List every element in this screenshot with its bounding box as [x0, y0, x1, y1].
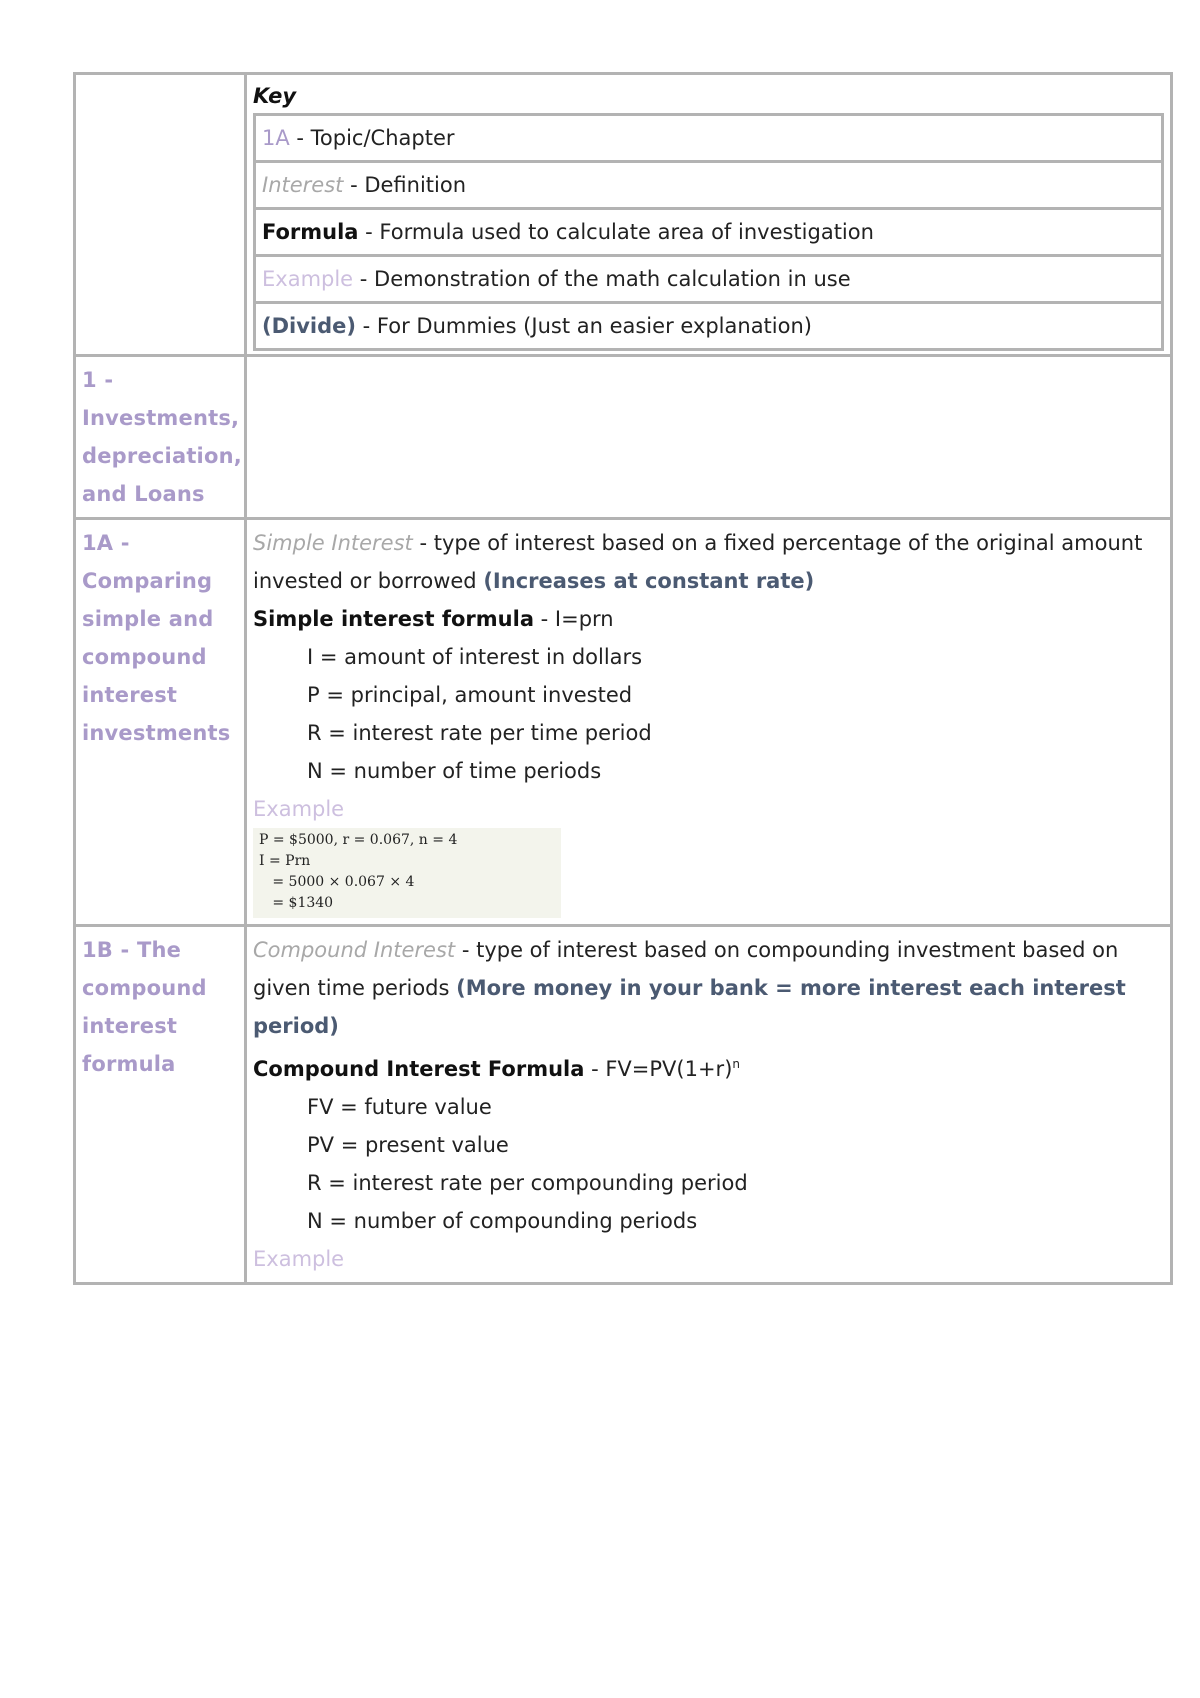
- definition-text: - type of interest based on a fixed percentage of the original amount invested or borrowed: [253, 531, 1143, 593]
- key-item: [255, 256, 1163, 303]
- key-desc: - Formula used to calculate area of investigation: [358, 220, 874, 244]
- key-title: Key: [253, 84, 297, 108]
- example-line: I = Prn: [259, 853, 311, 869]
- example-line: = 5000 × 0.067 × 4: [259, 874, 415, 890]
- definition-paragraph: [253, 931, 1164, 1045]
- section-1a-topic: 1A - Comparing simple and compound interest investments: [75, 519, 246, 926]
- variable-line: N = number of compounding periods: [307, 1209, 698, 1233]
- key-row: [75, 74, 1172, 356]
- key-term-definition: Interest: [262, 173, 344, 197]
- formula-line: [253, 1045, 1164, 1088]
- key-item: [255, 303, 1163, 350]
- key-desc: - Topic/Chapter: [289, 126, 455, 150]
- formula-line: [253, 600, 1164, 638]
- key-term-example: Example: [262, 267, 354, 291]
- section-1-topic: 1 - Investments, depreciation, and Loans: [75, 356, 246, 519]
- key-table: [253, 113, 1164, 351]
- section-1b-content: [246, 926, 1172, 1284]
- variable-line: R = interest rate per compounding period: [307, 1171, 748, 1195]
- formula-exponent: n: [732, 1057, 740, 1071]
- section-1b-topic: 1B - The compound interest formula: [75, 926, 246, 1284]
- definition-paragraph: [253, 524, 1164, 600]
- section-1-row: [75, 356, 1172, 519]
- definition-text: - type of interest based on compounding investment based on given time periods: [253, 938, 1119, 1000]
- formula-text: - I=prn: [534, 607, 614, 631]
- key-term-formula: Formula: [262, 220, 359, 244]
- key-term-dummies: (Divide): [262, 314, 356, 338]
- dummies-note: (More money in your bank = more interest each interest period): [253, 976, 1126, 1038]
- variable-line: N = number of time periods: [307, 759, 602, 783]
- definition-term: Compound Interest: [253, 938, 456, 962]
- key-item: [255, 162, 1163, 209]
- document-page: [73, 72, 1173, 1285]
- section-1b-row: [75, 926, 1172, 1284]
- example-line: P = $5000, r = 0.067, n = 4: [259, 832, 458, 848]
- section-1-content: [246, 356, 1172, 519]
- example-line: = $1340: [259, 895, 334, 911]
- key-desc: - Demonstration of the math calculation in use: [353, 267, 851, 291]
- key-row-left-cell: [75, 74, 246, 356]
- section-1a-content: [246, 519, 1172, 926]
- definition-term: Simple Interest: [253, 531, 413, 555]
- formula-label: Compound Interest Formula: [253, 1057, 585, 1081]
- variable-line: I = amount of interest in dollars: [307, 645, 643, 669]
- key-item: [255, 209, 1163, 256]
- example-image: [253, 828, 561, 918]
- example-label: Example: [253, 797, 345, 821]
- key-desc: - For Dummies (Just an easier explanation): [356, 314, 812, 338]
- variable-line: R = interest rate per time period: [307, 721, 652, 745]
- section-1a-row: [75, 519, 1172, 926]
- variable-line: PV = present value: [307, 1133, 509, 1157]
- dummies-note: (Increases at constant rate): [483, 569, 815, 593]
- example-label: Example: [253, 1247, 345, 1271]
- key-desc: - Definition: [343, 173, 467, 197]
- key-cell: [246, 74, 1172, 356]
- key-term-topic: 1A: [262, 126, 290, 150]
- variable-line: P = principal, amount invested: [307, 683, 633, 707]
- variable-line: FV = future value: [307, 1095, 492, 1119]
- notes-table: [73, 72, 1173, 1285]
- key-item: [255, 115, 1163, 162]
- formula-text: - FV=PV(1+r): [584, 1057, 733, 1081]
- formula-label: Simple interest formula: [253, 607, 534, 631]
